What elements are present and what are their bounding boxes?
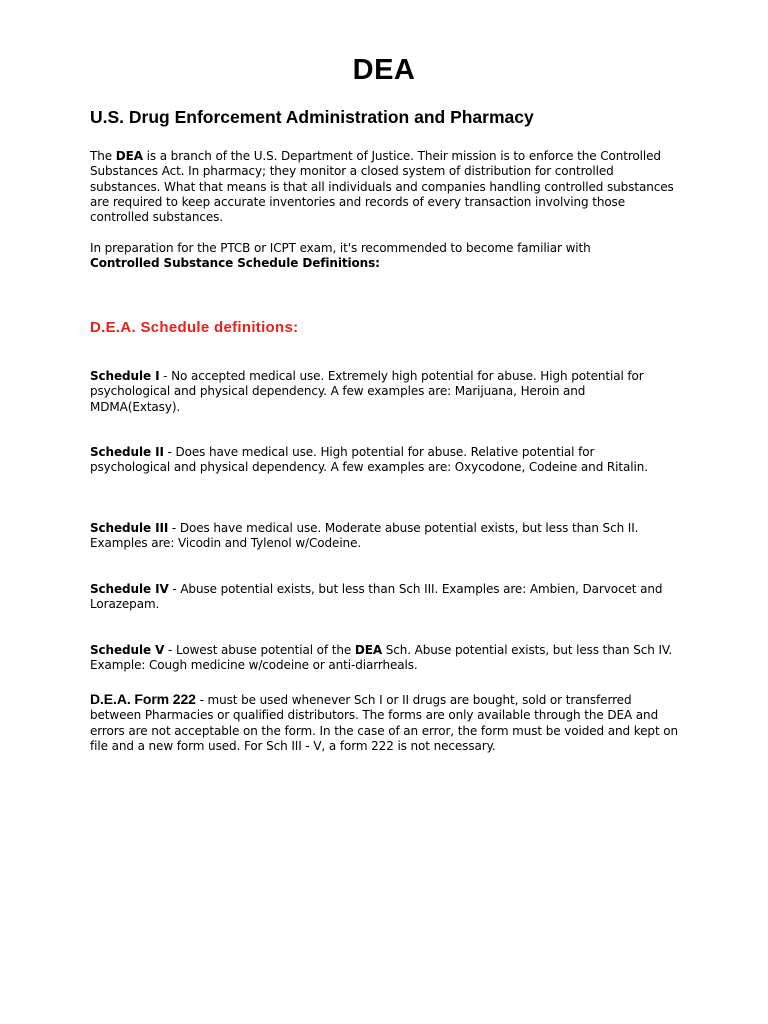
schedule-4-text: - Abuse potential exists, but less than Sch III. Examples are: Ambien, Darvocet and Lorazepam. bbox=[90, 582, 663, 612]
schedule-2-text: - Does have medical use. High potential for abuse. Relative potential for psychological and physical dependency. A few examples are: Oxycodone, Codeine and Ritalin. bbox=[90, 445, 648, 475]
intro-term-dea: DEA bbox=[115, 149, 143, 163]
schedule-definitions-heading: D.E.A. Schedule definitions: bbox=[90, 319, 299, 336]
schedule-4-term: Schedule IV bbox=[90, 582, 169, 596]
schedule-5-term: Schedule V bbox=[90, 643, 165, 657]
form-222-paragraph bbox=[90, 692, 678, 754]
prep-paragraph bbox=[90, 241, 678, 272]
prep-text: In preparation for the PTCB or ICPT exam, it's recommended to become familiar with bbox=[90, 241, 591, 255]
intro-paragraph bbox=[90, 149, 678, 225]
form-222-text: - must be used whenever Sch I or II drugs are bought, sold or transferred between Pharmacies or qualified distributors. The forms are only available through the DEA and errors are not acceptable on the form. In the case of an error, the form must be voided and kept on file and a new form used. For Sch III - V, a form 222 is not necessary. bbox=[90, 693, 679, 753]
schedule-1-paragraph bbox=[90, 369, 678, 415]
prep-term: Controlled Substance Schedule Definitions: bbox=[90, 256, 380, 271]
schedule-5-text-after: Sch. Abuse potential exists, but less than Sch IV. Example: Cough medicine w/codeine or anti-diarrheals. bbox=[90, 643, 673, 673]
schedule-3-paragraph bbox=[90, 521, 678, 552]
schedule-4-paragraph bbox=[90, 582, 678, 613]
schedule-1-term: Schedule I bbox=[90, 369, 160, 383]
schedule-3-term: Schedule III bbox=[90, 521, 169, 535]
schedule-1-text: - No accepted medical use. Extremely high potential for abuse. High potential for psychological and physical dependency. A few examples are: Marijuana, Heroin and MDMA(Extasy). bbox=[90, 369, 644, 414]
page-title: DEA bbox=[352, 54, 416, 86]
schedule-2-paragraph bbox=[90, 445, 678, 476]
schedule-2-term: Schedule II bbox=[90, 445, 164, 459]
schedule-5-text-before: - Lowest abuse potential of the bbox=[164, 643, 355, 657]
schedule-5-inline-term: DEA bbox=[354, 643, 383, 657]
intro-text-after: is a branch of the U.S. Department of Justice. Their mission is to enforce the Controlled Substances Act. In pharmacy; they monitor a closed system of distribution for controlled substances. What that means is that all individuals and companies handling controlled substances are required to keep accurate inventories and records of every transaction involving those controlled substances. bbox=[90, 149, 674, 225]
form-222-term: D.E.A. Form 222 bbox=[90, 691, 196, 707]
schedule-3-text: - Does have medical use. Moderate abuse potential exists, but less than Sch II. Examples are: Vicodin and Tylenol w/Codeine. bbox=[90, 521, 639, 551]
intro-text-before: The bbox=[90, 149, 116, 163]
page-subtitle: U.S. Drug Enforcement Administration and Pharmacy bbox=[90, 107, 534, 127]
schedule-5-paragraph bbox=[90, 643, 678, 674]
